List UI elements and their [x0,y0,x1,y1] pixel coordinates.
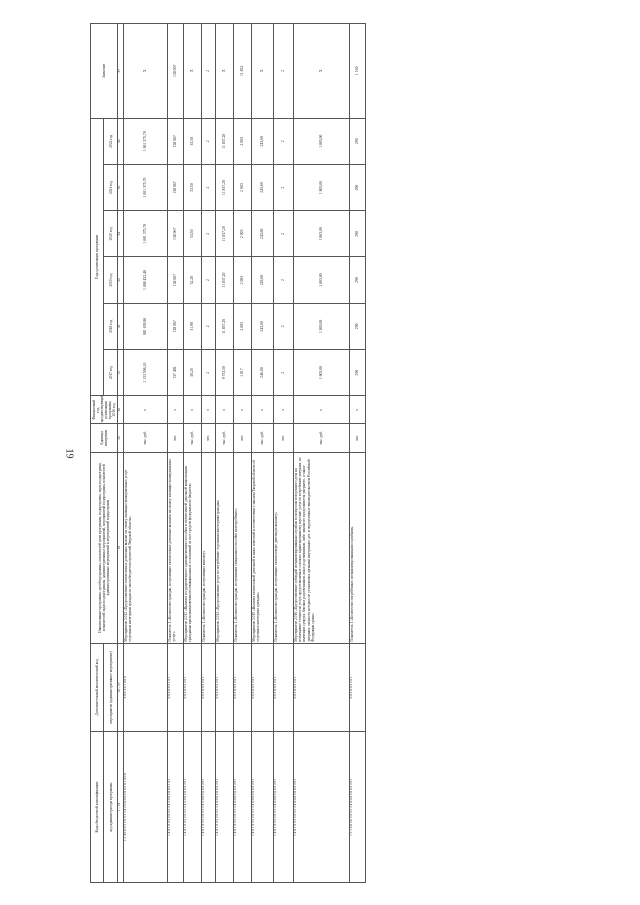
row-value-2019: 32,20 [183,257,201,303]
extra-code-cell: 0 0 3 0 0 3 2 0 1 [215,643,233,732]
header-year-2019: 2019 год [104,257,117,303]
row-unit: тыс. руб. [251,424,273,452]
col-num-29: 29 [117,424,123,452]
program-table [90,23,366,883]
row-description: Показатель 1 «Количество граждан, получающих ежемесячные денежные выплаты на оплату жилищно-коммунальных услуг» [167,452,183,643]
col-num-28: 28 [117,452,123,643]
row-value-2017: 1 803,00 [293,349,349,395]
header-fin-year: Финансовый год, предшествующий реализации программы, 2016 год [91,395,117,423]
col-num-codes: 1 – 18 [117,732,123,883]
row-value-2017: 9 753,50 [215,349,233,395]
row-value-2021: 138 067 [167,164,183,210]
row-value-2022: 11 837,20 [215,118,233,164]
row-unit: чел. [233,424,251,452]
table-row [215,24,233,883]
table-row [293,24,349,883]
row-fin-year: х [201,396,215,424]
row-value-2019: 138 067 [167,257,183,303]
table-row [183,24,201,883]
table-row [167,24,183,883]
row-value-2022: 2 [273,118,293,164]
row-value-2018: 138 067 [167,303,183,349]
row-description: Мероприятие 2.013 «Выплата государственного единовременного пособия и ежемесячной денежной компенсации гражданам при возникновении поствакцинальных осложнений за счет средств федерального бюджета» [183,452,201,643]
row-description: Мероприятие 2.012 «Предоставление ежемесячных денежных выплат на оплату жилищно-коммунальных услуг отдельным категориям граждан из числа бюджетополучателей Тверской области» [123,452,167,643]
row-description: Мероприятие 2.015 «Выплата ежемесячной денежной и иных платежей в соответствии с законом Тверской области об отдельных категориях граждан» [251,452,273,643]
header-year-2022: 2022 год [104,118,117,164]
row-result: 2 [273,24,293,119]
row-value-2022: 2 [201,118,215,164]
row-value-2020: 1 001 375,70 [123,211,167,257]
row-result: 2 [201,24,215,119]
row-value-2017: 246,00 [251,349,273,395]
row-fin-year: х [349,396,365,424]
extra-code-cell: 0 0 3 0 0 3 2 0 1 [349,643,365,732]
row-fin-year: х [183,396,201,424]
row-result: Х [215,24,233,119]
header-admin-code: код администратора программы [104,732,117,883]
row-value-2019: 2 [201,257,215,303]
row-value-2018: 2 [273,303,293,349]
row-description: Показатель 1 «Количество погребённых специализированными службами» [349,452,365,643]
row-value-2021: 2 [273,164,293,210]
row-value-2017: 2 [201,349,215,395]
header-activity: мероприятие (административное мероприятие) [104,643,117,732]
extra-code-cell: 3 0 0 3 0 1 0 0 0 [123,643,167,732]
row-fin-year: х [251,396,273,424]
header-year-2018: 2018 год [104,303,117,349]
row-fin-year: х [273,396,293,424]
budget-code-cell: 1 4 0 1 0 3 5 2 0 3 2 2 4 0 0 0 3 0 0 3 2 0 1 [251,732,273,883]
table-row [233,24,251,883]
extra-code-cell: 0 0 3 0 0 3 1 0 1 [167,643,183,732]
header-unit: Единица измерения [91,424,118,452]
row-value-2018: 243,60 [251,303,273,349]
row-value-2022: 138 067 [167,118,183,164]
table-row [349,24,365,883]
budget-code-cell: 1 2 4 0 0 3 5 2 0 3 2 2 4 2 0 0 0 0 3 0 0 3 0 1 0 0 0 [123,732,167,883]
row-value-2018: 2 [201,303,215,349]
extra-code-cell: 0 0 3 0 0 3 2 0 1 [293,643,349,732]
row-value-2021: 11 837,20 [215,164,233,210]
row-value-2018: 11 837,20 [215,303,233,349]
row-value-2020: 243,60 [251,211,273,257]
header-year-2020: 2020 год [104,211,117,257]
row-fin-year: х [123,396,167,424]
row-result: 11 832 [233,24,251,119]
row-fin-year: х [215,396,233,424]
page-number: 19 [63,448,75,459]
budget-code-cell: 1 4 0 1 0 3 5 2 0 3 2 2 4 5 0 0 3 0 0 3 2 0 1 [183,732,201,883]
col-num-31: 31 [117,349,123,395]
col-num-35: 35 [117,164,123,210]
rotated-table-wrapper [90,23,615,883]
row-value-2017: 1 133 596,10 [123,349,167,395]
row-value-2017: 1 817 [233,349,251,395]
row-description: Мероприятие 2.016 «Предоставление субсидий специализированным службам по вопросам похоронного дела на возмещение стоимости услуг, предоставляемых согласно гарантированному перечню услуг по погребению умерших, не имеющих супруга, близких родственников, иных родственников, либо законного представителя умершего, а также умерших, личность которых не установлена органами внутренних дел, в определенные законодательством Российской Федерации сроки» [293,452,349,643]
row-value-2018: 1 803,00 [293,303,349,349]
row-unit: тыс. руб. [215,424,233,452]
row-result: 1 160 [349,24,365,119]
row-value-2017: 290 [349,349,365,395]
row-value-2019: 11 837,20 [215,257,233,303]
budget-code-cell: 1 4 0 1 0 3 5 2 0 3 2 2 4 0 0 0 3 0 0 3 2 0 1 [215,732,233,883]
row-description: Мероприятие 2.014 «Предоставление услуг по погребению отдельным категориям граждан» [215,452,233,643]
row-fin-year: х [167,396,183,424]
row-value-2018: 290 [349,303,365,349]
row-result: Х [251,24,273,119]
col-num-36: 36 [117,118,123,164]
row-description: Показатель 1 «Количество граждан, получающих выплату» [201,452,215,643]
row-value-2022: 33,50 [183,118,201,164]
row-value-2017: 2 [273,349,293,395]
row-unit: тыс. руб. [293,424,349,452]
row-value-2020: 2 [201,211,215,257]
col-num-32: 32 [117,303,123,349]
row-value-2021: 33,50 [183,164,201,210]
row-value-2018: 31,90 [183,303,201,349]
col-num-37: 37 [117,24,123,119]
row-unit: чел. [201,424,215,452]
row-unit: тыс. руб. [183,424,201,452]
col-num-30: 30 [117,396,123,424]
row-value-2019: 1 008 432,40 [123,257,167,303]
row-unit: чел. [349,424,365,452]
row-value-2022: 2 003 [233,118,251,164]
row-value-2021: 2 [201,164,215,210]
extra-code-cell: 0 0 3 0 0 3 2 0 1 [233,643,251,732]
row-fin-year: х [233,396,251,424]
row-description: Показатель 1 «Количество граждан, получивших специальное пособие на погребение» [233,452,251,643]
budget-code-cell: 1 4 0 1 0 3 5 2 0 3 2 2 4 5 0 0 3 0 0 3 2 0 1 [201,732,215,883]
row-value-2020: 1 803,00 [293,211,349,257]
table-row [201,24,215,883]
header-budget-codes: Коды бюджетной классификации [91,732,104,883]
header-year-2017: 2017 год [104,349,117,395]
row-value-2022: 1 803,00 [293,118,349,164]
row-value-2019: 243,60 [251,257,273,303]
budget-code-cell: 1 4 0 1 0 3 5 2 0 3 2 2 4 0 0 0 3 0 0 3 2 0 1 [233,732,251,883]
budget-code-cell: 1 4 0 1 0 3 5 2 0 3 2 2 4 2 0 0 3 0 0 3 1 0 1 [167,732,183,883]
row-value-2019: 2 003 [233,257,251,303]
row-fin-year: х [293,396,349,424]
row-result: Х [183,24,201,119]
row-description: Показатель 1 «Количество граждан, получающих ежемесячную денежную выплату» [273,452,293,643]
row-value-2022: 290 [349,118,365,164]
row-value-2020: 2 [273,211,293,257]
extra-code-cell: 0 0 3 0 0 3 2 0 1 [201,643,215,732]
header-years-title: Годы реализации программы [91,118,104,396]
row-value-2022: 243,60 [251,118,273,164]
row-result: Х [293,24,349,119]
table-row [273,24,293,883]
row-value-2021: 290 [349,164,365,210]
extra-code-cell: 0 0 3 0 0 3 2 0 1 [251,643,273,732]
extra-code-cell: 0 0 3 0 0 3 2 0 1 [183,643,201,732]
extra-code-cell: 0 0 3 0 0 3 2 0 1 [273,643,293,732]
row-value-2021: 1 803,00 [293,164,349,210]
row-result: Х [123,24,167,119]
row-value-2018: 2 003 [233,303,251,349]
row-unit: чел. [167,424,183,452]
row-value-2019: 2 [273,257,293,303]
col-num-34: 34 [117,211,123,257]
row-value-2020: 290 [349,211,365,257]
header-result: Значение [91,24,118,119]
row-unit: чел. [273,424,293,452]
header-extra-code: Дополнительный аналитический код [91,643,104,732]
col-num-33: 33 [117,257,123,303]
col-num-extra: 19 – 27 [117,643,123,732]
budget-code-cell: 1 5 1 0 0 3 6 2 0 3 2 2 4 0 0 0 3 0 0 3 2 0 1 [349,732,365,883]
row-value-2020: 2 003 [233,211,251,257]
row-value-2017: 137 492 [167,349,183,395]
table-row [123,24,167,883]
row-value-2021: 1 001 375,70 [123,164,167,210]
row-value-2021: 2 003 [233,164,251,210]
budget-code-cell: 1 4 0 1 0 3 5 2 0 3 2 2 4 0 0 0 3 0 0 3 2 0 1 [293,732,349,883]
budget-code-cell: 1 4 0 1 0 3 5 2 0 3 2 2 4 0 0 0 3 0 0 3 2 0 1 [273,732,293,883]
row-value-2020: 138 067 [167,211,183,257]
row-value-2021: 243,60 [251,164,273,210]
row-value-2020: 33,50 [183,211,201,257]
row-value-2018: 981 639,90 [123,303,167,349]
row-value-2020: 11 837,20 [215,211,233,257]
header-year-2021: 2021 год [104,164,117,210]
row-value-2019: 1 803,00 [293,257,349,303]
row-value-2019: 290 [349,257,365,303]
table-row [251,24,273,883]
row-result: 138 067 [167,24,183,119]
row-unit: тыс. руб. [123,424,167,452]
row-value-2022: 1 001 375,70 [123,118,167,164]
header-program-goals: Наименование программы, целей программы, показателей цели программы, подпрограмм, задач подпрограмм, показателей задач подпрограммы, административных мероприятий, мероприятий подпрограмм, показателей административных мероприятий и мероприятий подпрограмм [91,452,118,643]
row-value-2017: 30,20 [183,349,201,395]
